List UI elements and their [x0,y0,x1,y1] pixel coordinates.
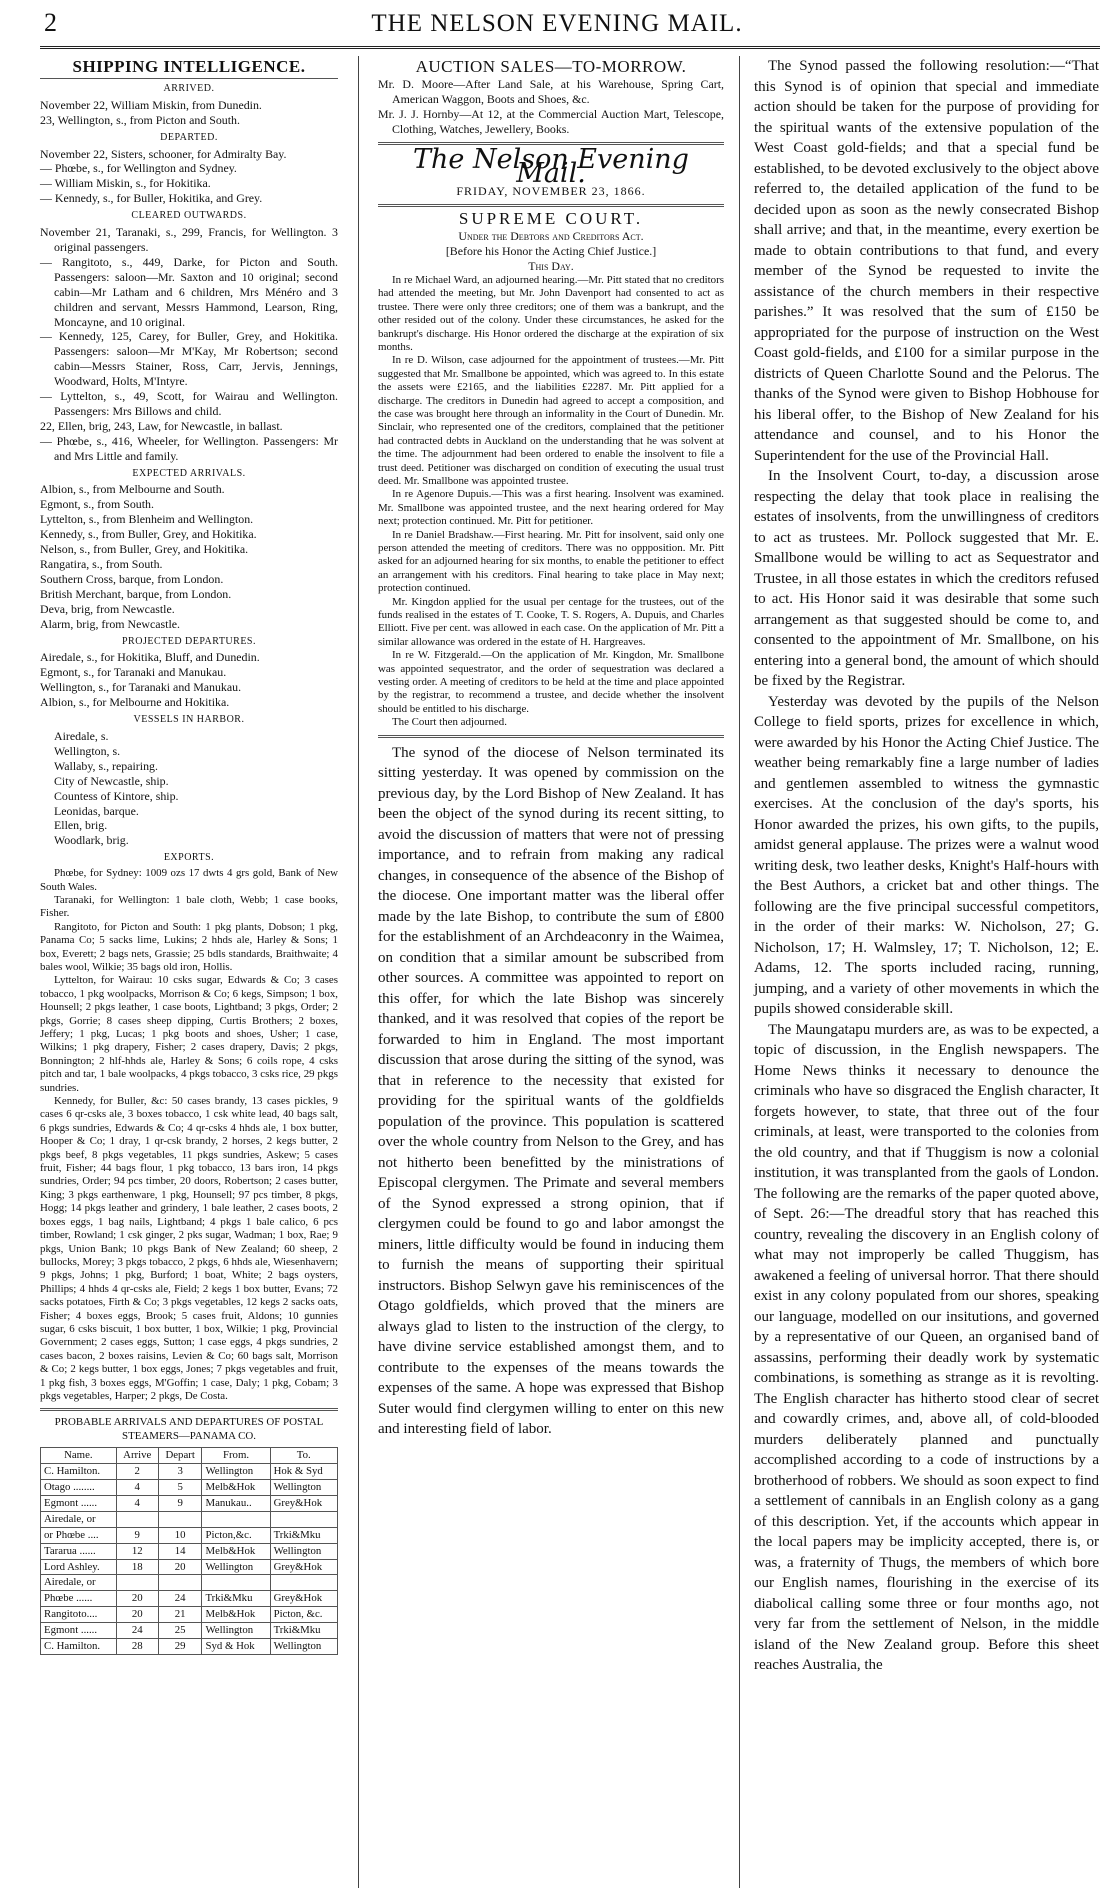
court-before: [Before his Honor the Acting Chief Justice.] [445,244,657,259]
table-cell: 20 [158,1559,202,1575]
table-cell: 5 [158,1480,202,1496]
auction-heading: AUCTION SALES—TO-MORROW. [415,57,687,76]
table-cell: Tararua ...... [41,1543,117,1559]
table-row [41,1480,338,1496]
table-cell: Trki&Mku [202,1591,270,1607]
vessel-entry: Wellington, s. [54,743,121,758]
export-entry: Kennedy, for Buller, &c: 50 cases brandy, 13 cases pickles, 9 cases 6 qr-csks ale, 3 boxes tobacco, 1 csk white lead, 40 bags salt, 6 pkgs sundries, Edwards & Co; 4 qr-csks 4 hhds ale, 1 box butter, Hooper & Co; 1 dray, 1 qr-csk brandy, 2 horses, 2 kegs butter, 2 pkgs beef, 8 pkgs vegetables, 11 pkgs sundries, Askew; 5 cases fruit, Fisher; 44 bags flour, 1 pkg tobacco, 13 bars iron, 14 pkgs sundries, Order; 94 pcs timber, 20 doors, Robertson; 2 cases butter, King; 3 pkgs earthenware, 1 pkg, Hounsell; 97 pcs timber, 8 pkgs, Hogg; 14 pkgs leather and grindery, 1 bale leather, 2 cases boots, 2 boxes eggs, 1 bag nails, Lightband; 4 pkgs 1 bale calico, 6 pcs timber, Rowland; 1 csk ginger, 2 pks sugar, Wadman; 1 box, Rae; 9 pkgs, Union Bank; 10 pkgs Bank of New Zealand; 60 sheep, 2 bullocks, Morey; 3 pkgs tobacco, 2 pkgs, 6 hhds ale, Wiesenhavern; 9 pkgs, Johns; 1 pkg, Burford; 1 boat, White; 2 bags oysters, Phillips; 4 hhds 4 qr-csks ale, Field; 2 kegs 1 box butter, Evans; 72 sacks potatoes, Firth & Co; 3 pkgs vegetables, 12 kegs 2 sacks oats, Fisher; 4 boxes eggs, Brook; 5 cases fruit, Aldons; 10 gunnies sugar, 6 csks biscuit, 1 box butter, 1 box, Wilkie; 1 pkg, Provincial Government; 2 cases eggs, Sutton; 1 case eggs, 4 pkgs sundries, 2 cases bacon, 2 boxes raisins, Levien & Co; 60 bags salt, Morrison & Co; 2 kegs butter, 1 box eggs, Jones; 7 pkgs vegetables and fruit, 1 pkg fish, 3 boxes eggs, M'Goffin; 1 case, Daly; 1 pkg, Cobam; 3 pkgs vegetables, Harper; 2 pkgs, De Costa. [40,1095,338,1402]
table-cell: Airedale, or [41,1575,117,1591]
table-cell: Airedale, or [41,1511,117,1527]
shipping-entry: — William Miskin, s., for Hokitika. [40,176,211,191]
table-row [41,1591,338,1607]
table-cell: Manukau.. [202,1495,270,1511]
shipping-entry: 22, Ellen, brig, 243, Law, for Newcastle, in ballast. [40,418,283,433]
shipping-entry: November 22, Sisters, schooner, for Admiralty Bay. [40,146,287,161]
table-cell: Grey&Hok [270,1559,337,1575]
projected-list [40,650,338,710]
table-cell: 3 [158,1464,202,1480]
article-paragraph: Yesterday was devoted by the pupils of the Nelson College to field sports, prizes for excellence in which, were awarded by his Honor the Acting Chief Justice. The weather being remarkably fine a large number of ladies and gentlemen assembled to witness the gymnastic exercises. At the conclusion of the day's sports, his Honor awarded the prizes, his own gifts, to the pupils, amidst general applause. The prizes were a walnut wood writing desk, two leather desks, Knight's Half-hours with the Best Authors, a cricket bat and other things. The following are the five principal successful competitors, in the order of their marks: W. Nicholson, 27; G. Nicholson, 17; H. Walmsley, 17; T. Nicholson, 12; E. Adams, 12. The sports included racing, running, jumping, and a variety of other movements in which the pupils showed considerable skill. [754,693,1099,1017]
export-entry: Taranaki, for Wellington: 1 bale cloth, Webb; 1 case books, Fisher. [40,893,338,920]
auction-entry: Mr. D. Moore—After Land Sale, at his Warehouse, Spring Cart, American Waggon, Boots and Shoes, &c. [378,76,724,106]
table-cell: 14 [158,1543,202,1559]
column-divider [358,56,359,1888]
shipping-entry: November 22, William Miskin, from Dunedin. [40,97,262,112]
table-cell: C. Hamilton. [41,1639,117,1655]
table-row [41,1543,338,1559]
court-heading: SUPREME COURT. [458,209,644,229]
table-cell: 20 [116,1591,158,1607]
harbor-heading: VESSELS IN HARBOR. [133,714,245,726]
table-cell: Trki&Mku [270,1527,337,1543]
vessel-entry: Ellen, brig. [54,818,108,833]
newspaper-title: THE NELSON EVENING MAIL. [371,10,743,37]
divider [378,735,724,738]
departed-heading: DEPARTED. [160,131,218,143]
synod-article: The synod of the diocese of Nelson terminated its sitting yesterday. It was opened by commission on the previous day, by the Lord Bishop of New Zealand. It has been the object of the synod during its recent sitting, to avoid the discussion of matters that were not of pressing importance, and to refrain from making any radical changes, in consequence of the absence of the Bishop of the diocese. One important matter was the liberal offer made by the late Bishop, to contribute the sum of £800 for the establishment of an Archdeaconry in the Waimea, on condition that a similar amount be subscribed from other sources. A committee was appointed to report on this offer, for which the late Bishop was sincerely thanked, and it was resolved that copies of the report be forwarded to him in England. The most important discussion that arose during the sitting of the synod, was that in reference to the necessity that existed for providing for the spiritual wants of the goldfields population of the province. This population is scattered over the whole country from Nelson to the Grey, and has not hitherto been benefitted by the ministrations of Episcopal clergymen. The Primate and several members of the Synod expressed a strong opinion, that if clergymen could be found to go and labor amongst the miners, little difficulty would be found in inducing them to furnish the means of supporting their spiritual instructors. Bishop Selwyn gave his reminiscences of the Otago goldfields, which proved that the miners are always glad to listen to the instruction of the clergy, to have divine service established amongst them, and to contribute to the expenses of the means towards the expenses of the same. A hope was expressed that Bishop Suter would find clergymen willing to enter on this new and interesting field of labor. [378,744,724,1438]
table-cell [202,1511,270,1527]
divider [40,1408,338,1411]
table-cell: Egmont ...... [41,1623,117,1639]
table-row [41,1623,338,1639]
court-subheading: Under the Debtors and Creditors Act. [458,229,644,244]
table-cell: Wellington [202,1623,270,1639]
table-cell: Picton, &c. [270,1607,337,1623]
vessel-entry: Wallaby, s., repairing. [54,758,158,773]
page-number: 2 [44,8,57,37]
table-row [41,1639,338,1655]
divider [378,204,724,207]
shipping-entry: Southern Cross, barque, from London. [40,571,224,586]
table-cell: 2 [116,1464,158,1480]
table-header: Name. [41,1448,117,1464]
masthead-rule [40,46,1100,49]
table-cell [116,1511,158,1527]
shipping-entry: November 21, Taranaki, s., 299, Francis, for Wellington. 3 original passengers. [40,225,338,254]
court-entry: In re Agenore Dupuis.—This was a first hearing. Insolvent was examined. Mr. Smallbone was appointed trustee, and the next hearing ordered for May next; protection continued. Mr. Pitt for petitioner. [378,488,724,528]
court-day: This Day. [528,258,574,273]
table-cell: C. Hamilton. [41,1464,117,1480]
table-cell: Hok & Syd [270,1464,337,1480]
projected-heading: PROJECTED DEPARTURES. [122,635,256,647]
shipping-entry: 23, Wellington, s., from Picton and South. [40,112,240,127]
court-entry: The Court then adjourned. [392,716,507,729]
arrived-heading: ARRIVED. [163,82,215,94]
table-cell: 18 [116,1559,158,1575]
cleared-heading: CLEARED OUTWARDS. [131,210,247,222]
vessel-entry: Airedale, s. [54,728,109,743]
vessel-entry: City of Newcastle, ship. [54,773,169,788]
table-cell: Trki&Mku [270,1623,337,1639]
table-cell: 21 [158,1607,202,1623]
court-entry: In re Daniel Bradshaw.—First hearing. Mr. Pitt for insolvent, said only one person attended the meeting of creditors. There was no oppposition. Mr. Pitt asked for an adjourned hearing for six months, to enable the petitioner to effect an arrangement with his creditors. Final hearing to take place in May next; protection continued. [378,528,724,595]
table-cell: 28 [116,1639,158,1655]
court-entry: In re Michael Ward, an adjourned hearing.—Mr. Pitt stated that no creditors had attended the meeting, but Mr. John Davenport had consented to act as trustee. There were only three creditors; one of them was a bankrupt, and the other resided out of the colony. Under these circumstances, he asked for the bankrupt's discharge. His Honor ordered the discharge at the expiration of six months. [378,273,724,353]
shipping-entry: — Phœbe, s., 416, Wheeler, for Wellington. Passengers: Mr and Mrs Little and family. [40,433,338,463]
table-cell: or Phœbe .... [41,1527,117,1543]
table-cell: 25 [158,1623,202,1639]
vessel-entry: Countess of Kintore, ship. [54,788,179,803]
column-divider [739,56,740,1888]
divider [40,78,338,79]
dateline: FRIDAY, NOVEMBER 23, 1866. [456,184,646,199]
column-shipping [40,56,338,1655]
shipping-entry: Airedale, s., for Hokitika, Bluff, and Dunedin. [40,650,260,665]
shipping-entry: Wellington, s., for Taranaki and Manukau. [40,680,242,695]
steamers-table [40,1447,338,1655]
shipping-entry: — Kennedy, 125, Carey, for Buller, Grey, and Hokitika. Passengers: saloon—Mr M'Kay, Mr Robertson; second cabin—Messrs Stainer, Ross, Carr, Jervis, Jennings, Woodward, Holts, M'Intyre. [40,329,338,389]
steamers-heading: PROBABLE ARRIVALS AND DEPARTURES OF POSTAL STEAMERS—PANAMA CO. [54,1416,324,1442]
table-cell: 9 [158,1495,202,1511]
table-cell: Grey&Hok [270,1591,337,1607]
table-cell [158,1511,202,1527]
table-cell: 4 [116,1495,158,1511]
table-cell [116,1575,158,1591]
vessel-entry: Woodlark, brig. [54,833,129,848]
cleared-list [40,225,338,464]
column-right [754,56,1099,1676]
table-cell: Grey&Hok [270,1495,337,1511]
table-cell [270,1511,337,1527]
table-cell: 29 [158,1639,202,1655]
court-reports [378,274,724,730]
table-header: Arrive [116,1448,158,1464]
table-cell: Wellington [270,1639,337,1655]
table-row [41,1607,338,1623]
table-cell: Syd & Hok [202,1639,270,1655]
table-header: From. [202,1448,270,1464]
exports-list [40,867,338,1403]
shipping-entry: Deva, brig, from Newcastle. [40,601,175,616]
auction-entry: Mr. J. J. Hornby—At 12, at the Commercial Auction Mart, Telescope, Clothing, Watches, Jewellery, Books. [378,106,724,136]
court-entry: In re D. Wilson, case adjourned for the appointment of trustees.—Mr. Pitt suggested that Mr. Smallbone be appointed, which was agreed to. In this estate the assets were £2165, and the liabilities £2287. Mr. Pitt applied for a discharge. The creditors in Dunedin had agreed to accept a composition, and the case was brought here through an informality in the Court of Dunedin. Mr. Sinclair, who represented one of the creditors, complained that the petitioner had contracted debts in Auckland on the understanding that he was solvent at the time. The adjournment had been ordered to enable the insolvent to file a trust deed. Petitioner was discharged on condition of executing the usual trust deed. Mr. Smallbone was appointed trustee. [378,354,724,487]
export-entry: Rangitoto, for Picton and South: 1 pkg plants, Dobson; 1 pkg, Panama Co; 5 sacks lime, Lukins; 2 hhds ale, Harley & Sons; 1 box, Everett; 2 bags nets, Grassie; 25 bdls standards, Braithwaite; 4 bales wool, Wilkie; 35 bags old iron, Hollis. [40,920,338,973]
table-cell [270,1575,337,1591]
harbor-list [40,729,338,848]
arrived-list [40,98,338,128]
table-cell: Phœbe ...... [41,1591,117,1607]
table-cell: 12 [116,1543,158,1559]
export-entry: Lyttelton, for Wairau: 10 csks sugar, Edwards & Co; 3 cases tobacco, 1 pkg woolpacks, Morrison & Co; 6 kegs, Simpson; 1 box, Hounsell; 2 pkgs leather, 1 case boots, Lightband; 3 pkgs, Order; 2 pkgs, Gorrie; 8 cases sheep dipping, Curtis Brothers; 2 boxes, Jeffery; 1 pkg, Lucas; 1 pkg boots and shoes, Usher; 1 case, Wilkins; 1 pkg drapery, Fisher; 2 cases drapery, Davis; 2 pkgs, Bonnington; 2 hlf-hhds ale, Harley & Sons; 6 coils rope, 4 csks pitch and tar, 1 bale woolpacks, 4 pkgs tobacco, 3 csks rice, 29 pkgs sundries. [40,974,338,1094]
table-row [41,1527,338,1543]
shipping-entry: Kennedy, s., from Buller, Grey, and Hokitika. [40,527,257,542]
table-cell: Wellington [202,1559,270,1575]
table-header: To. [270,1448,337,1464]
expected-heading: EXPECTED ARRIVALS. [132,467,246,479]
shipping-entry: — Kennedy, s., for Buller, Hokitika, and Grey. [40,191,263,206]
table-cell [158,1575,202,1591]
court-entry: In re W. Fitzgerald.—On the application of Mr. Kingdon, Mr. Smallbone was appointed sequestrator, and the order of sequestration was declared a vesting order. A meeting of creditors to be held at the time and place appointed by the registrar, to recommend a trustee, and decide whether the insolvent should be entitled to his discharge. [378,649,724,715]
table-cell: 9 [116,1527,158,1543]
shipping-entry: Lyttelton, s., from Blenheim and Wellington. [40,512,254,527]
shipping-entry: — Rangitoto, s., 449, Darke, for Picton and South. Passengers: saloon—Mr. Saxton and 10 original; second cabin—Mr Latham and 6 children, Mrs Ménéro and 3 children and servant, Messrs Hammond, Learson, Ring, Moncayne, and 10 original. [40,254,338,329]
table-cell: Melb&Hok [202,1607,270,1623]
table-row [41,1559,338,1575]
court-entry: Mr. Kingdon applied for the usual per centage for the trustees, out of the funds realised in the estates of T. Cooke, T. S. Rogers, A. Dupuis, and Charles Elliott. Five per cent. was allowed in each case. On the application of Mr. Pitt a similar allowance was ordered in the estate of H. Hargreaves. [378,595,724,648]
paper-banner: The Nelson Evening Mail. [413,143,689,190]
article-paragraph: The Maungatapu murders are, as was to be expected, a topic of discussion, in the English newspapers. The Home News thinks it necessary to denounce the criminals who have so disgraced the English character, It forgets however, to state, that three out of the four criminals, at least, were transported to the colonies from the old country, and that if Thuggism is now a colonial institution, it was transplanted from the gaols of London. The following are the remarks of the paper quoted above, of Sept. 26:—The dreadful story that has reached this country, revealing the discovery in an English colony of what may not improperly be called Thuggism, has awakened a feeling of universal horror. That there should exist in any colony populated from our shores, speaking our language, modelled on our insitutions, and governed by a representative of our Queen, an organised band of assassins, performing their deadly work by systematic combinations, is something as strange as it is revolting. The English character has hitherto stood clear of secret and cowardly crimes, and, above all, of cold-blooded murders deliberately planned and punctually accomplished according to a code of instructions by a brotherhood of robbers. We should as soon expect to find a settlement of cannibals in an English colony as a gang of this description. Yet, if the accounts which appear in the local papers may be implicity accepted, there is, or was, a fraternity of Thugs, the members of which bore our English names, flourishing in the exercise of its diabolical calling some three or four months ago, not very far from the settlement of Nelson, in the middle island of the New Zealand group. Before this sheet reaches Australia, the [754,1021,1099,1673]
shipping-entry: Alarm, brig, from Newcastle. [40,616,180,631]
table-row [41,1511,338,1527]
table-cell: 10 [158,1527,202,1543]
auction-list [378,77,724,137]
table-cell: 20 [116,1607,158,1623]
vessel-entry: Leonidas, barque. [54,803,139,818]
table-row [41,1575,338,1591]
table-cell: Picton,&c. [202,1527,270,1543]
shipping-entry: British Merchant, barque, from London. [40,586,232,601]
shipping-entry: Albion, s., for Melbourne and Hokitika. [40,695,230,710]
table-cell: Melb&Hok [202,1543,270,1559]
exports-heading: EXPORTS. [163,852,215,864]
table-cell: Rangitoto.... [41,1607,117,1623]
export-entry: Phœbe, for Sydney: 1009 ozs 17 dwts 4 grs gold, Bank of New South Wales. [40,867,338,893]
table-row [41,1464,338,1480]
table-cell: Wellington [270,1543,337,1559]
masthead [0,0,1114,46]
shipping-entry: Albion, s., from Melbourne and South. [40,482,225,497]
shipping-entry: — Phœbe, s., for Wellington and Sydney. [40,161,237,176]
table-cell: Egmont ...... [41,1495,117,1511]
table-header: Depart [158,1448,202,1464]
column-middle [378,56,724,1440]
article-paragraph: In the Insolvent Court, to-day, a discussion arose respecting the delay that took place in realising the estates of insolvents, from the unwillingness of creditors to act as trustees. Mr. Pollock suggested that Mr. E. Smallbone would be willing to act as Sequestrator and Trustee, in all those estates in which the creditors refused to act. His Honor said it was desirable that some such arrangement as that suggested should be come to, and consented to the appointment of Mr. Smallbone, on his entering into a general bond, the amount of which should be fixed by the Registrar. [754,468,1099,689]
expected-list [40,482,338,631]
shipping-title: SHIPPING INTELLIGENCE. [72,57,306,76]
table-cell: Wellington [270,1480,337,1496]
article-paragraph: The Synod passed the following resolution:—“That this Synod is of opinion that special and immediate action should be taken for the purpose of providing for the spiritual wants of the extensive population of the West Coast gold-fields; and that a special fund be established, to be devoted exclusively to the object above referred to, the detailed application of the fund to be decided upon as soon as the newly consecrated Bishop shall arrive; and that, in the meantime, every exertion be made to obtain contributions to that fund, and every member of the Synod be requested to invite the assistance of the church members in their respective parishes.” It was resolved that the sum of £150 be appropriated for the purpose of instruction on the West Coast gold-fields, and £100 for a similar purpose in the districts of Queen Charlotte Sound and the Pelorus. The thanks of the Synod were given to Bishop Hobhouse for his liberal offer, to the Bishop of New Zealand for his attendance and counsel, and to his Honor the Superintendent for the use of the Provincial Hall. [754,58,1099,464]
shipping-entry: Egmont, s., from South. [40,497,154,512]
table-cell [202,1575,270,1591]
table-cell: 24 [158,1591,202,1607]
shipping-entry: — Lyttelton, s., 49, Scott, for Wairau and Wellington. Passengers: Mrs Billows and child. [40,389,338,418]
table-cell: Lord Ashley. [41,1559,117,1575]
table-cell: 4 [116,1480,158,1496]
table-cell: Melb&Hok [202,1480,270,1496]
departed-list [40,147,338,207]
table-cell: 24 [116,1623,158,1639]
table-cell: Otago ........ [41,1480,117,1496]
table-row [41,1495,338,1511]
table-cell: Wellington [202,1464,270,1480]
shipping-entry: Egmont, s., for Taranaki and Manukau. [40,665,227,680]
shipping-entry: Rangatira, s., from South. [40,557,163,571]
shipping-entry: Nelson, s., from Buller, Grey, and Hokitika. [40,542,249,557]
